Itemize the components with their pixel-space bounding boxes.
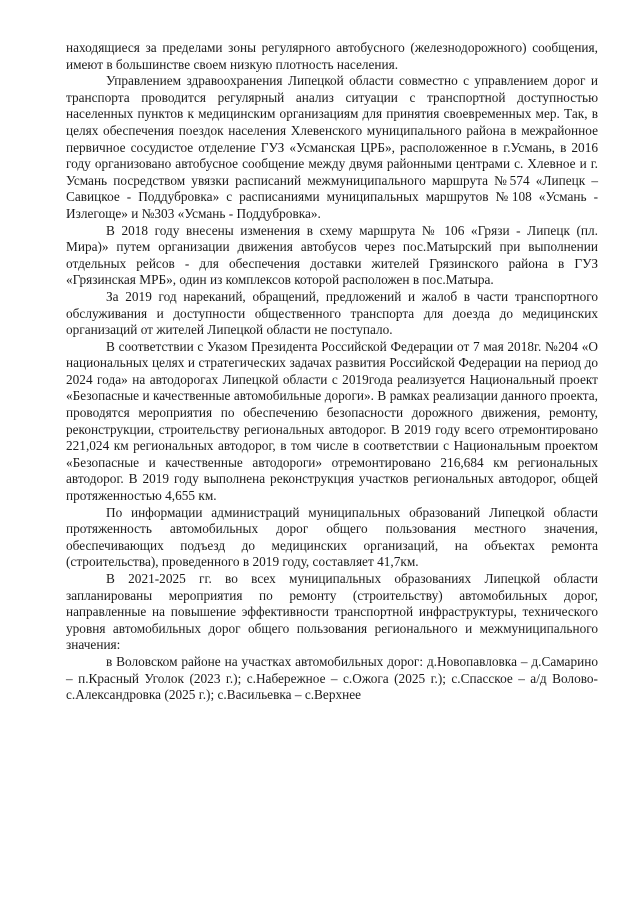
paragraph-3: В 2018 году внесены изменения в схему маршрута № 106 «Грязи - Липецк (пл. Мира)» путем организации движения автобусов через пос.Матырский при выполнении отдельных рейсов - для обеспечения доставки жителей Грязинского района в ГУЗ «Грязинская МРБ», один из комплексов которой расположен в пос.Матыра. xyxy=(66,222,598,288)
paragraph-4: За 2019 год нареканий, обращений, предложений и жалоб в части транспортного обслуживания и доступности общественного транспорта для доезда до медицинских организаций от жителей Липецкой области не поступало. xyxy=(66,288,598,338)
paragraph-2: Управлением здравоохранения Липецкой области совместно с управлением дорог и транспорта проводится регулярный анализ ситуации с транспортной доступностью населенных пунктов к медицинским организациям для принятия своевременных мер. Так, в целях обеспечения поездок населения Хлевенского муниципального района в межрайонное первичное сосудистое отделение ГУЗ «Усманская ЦРБ», расположенное в г.Усмань, в 2016 году организовано автобусное сообщение между двумя районными центрами с. Хлевное и г. Усмань посредством увязки расписаний межмуниципального маршрута №574 «Липецк – Савицкое - Поддубровка» с расписаниями муниципальных маршрутов №108 «Усмань - Излегоще» и №303 «Усмань - Поддубровка». xyxy=(66,73,598,221)
paragraph-5: В соответствии с Указом Президента Российской Федерации от 7 мая 2018г. №204 «О национальных целях и стратегических задачах развития Российской Федерации на период до 2024 года» на автодорогах Липецкой области с 2019года реализуется Национальный проект «Безопасные и качественные автомобильные дороги». В рамках реализации данного проекта, проводятся мероприятия по обеспечению безопасности дорожного движения, ремонту, реконструкции, строительству региональных автодорог. В 2019 году всего отремонтировано 221,024 км региональных автодорог, в том числе в соответствии с Национальным проектом «Безопасные и качественные автодороги» отремонтировано 216,684 км региональных автодорог. В 2019 году выполнена реконструкция участков региональных автодорог, общей протяженностью 4,655 км. xyxy=(66,338,598,504)
paragraph-6: По информации администраций муниципальных образований Липецкой области протяженность автомобильных дорог общего пользования местного значения, обеспечивающих подъезд до медицинских организаций, на объектах ремонта (строительства), проведенного в 2019 году, составляет 41,7км. xyxy=(66,504,598,570)
document-page xyxy=(66,40,598,880)
paragraph-8: в Воловском районе на участках автомобильных дорог: д.Новопавловка – д.Самарино – п.Красный Уголок (2023 г.); с.Набережное – с.Ожога (2025 г.); с.Спасское – а/д Волово- с.Александровка (2025 г.); с.Васильевка – с.Верхнее xyxy=(66,653,598,703)
paragraph-1: находящиеся за пределами зоны регулярного автобусного (железнодорожного) сообщения, имеют в большинстве своем низкую плотность населения. xyxy=(66,40,598,72)
paragraph-7: В 2021-2025 гг. во всех муниципальных образованиях Липецкой области запланированы мероприятия по ремонту (строительству) автомобильных дорог, направленные на повышение эффективности транспортной инфраструктуры, технического уровня автомобильных дорог общего пользования регионального и межмуниципального значения: xyxy=(66,571,598,653)
